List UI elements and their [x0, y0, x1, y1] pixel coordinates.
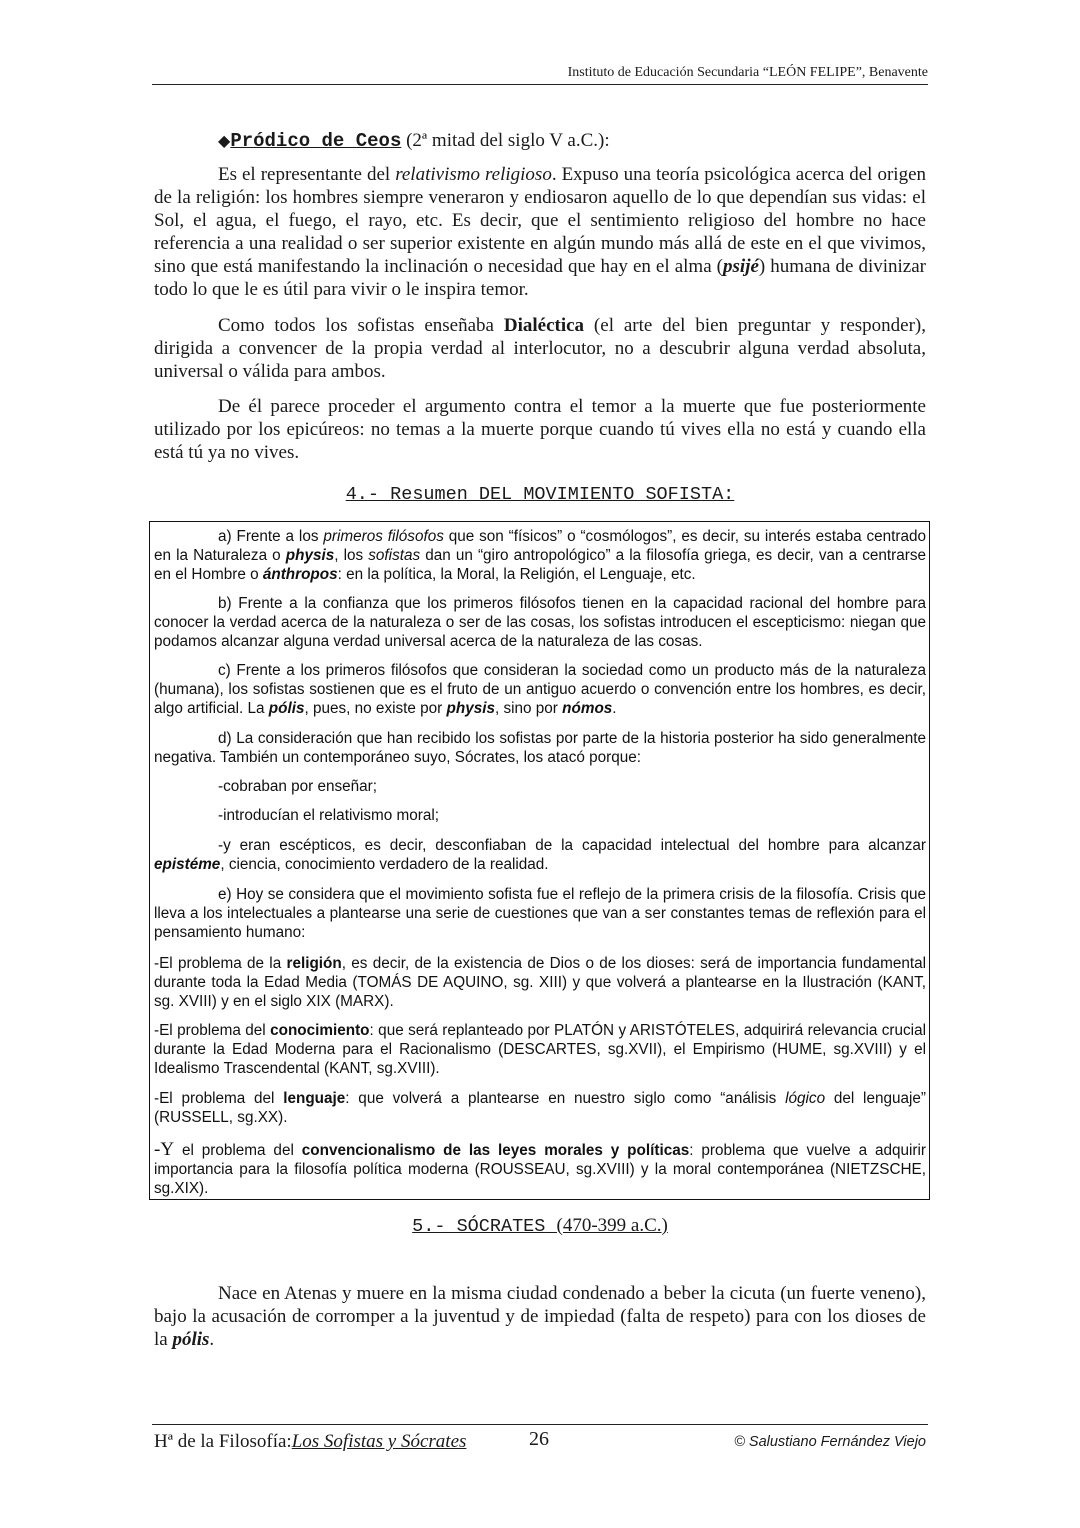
prodico-dates: (2ª mitad del siglo V a.C.): [406, 130, 610, 151]
prodico-paragraph-1: Es el representante del relativismo religioso. Expuso una teoría psicológica acerca del origen de la religión: los hombres siempre veneraron y endiosaron aquello de lo que dependían sus vidas: el Sol, el agua, el fuego, el rayo, etc. Es decir, que el sentimiento religioso del hombre no hace referencia a una realidad o ser superior existente en algún mundo más allá de este en el que vivimos, sino que está manifestando la inclinación o necesidad que hay en el alma (psijé) humana de divinizar todo lo que le es útil para vivir o le inspira temor. [154, 164, 927, 300]
footer-author: © Salustiano Fernández Viejo [734, 1434, 926, 1450]
diamond-bullet-icon: ◆ [218, 133, 231, 150]
section-4-title: 4.- Resumen DEL MOVIMIENTO SOFISTA: [345, 484, 735, 505]
prodico-heading [218, 129, 610, 154]
summary-problem-knowledge: -El problema del conocimiento: que será replanteado por PLATÓN y ARISTÓTELES, adquirirá relevancia crucial durante la Edad Moderna para el Racionalismo (DESCARTES, sg.XVII), el Empirismo (HUME, sg.XVIII) y el Idealismo Trascendental (KANT, sg.XVIII). [154, 1022, 926, 1077]
footer-subject: Los Sofistas y Sócrates [291, 1431, 467, 1452]
summary-problem-conventionalism: -Y el problema del convencionalismo de las leyes morales y políticas: problema que vuelve a adquirir importancia para la filosofía política moderna (ROUSSEAU, sg.XVIII) y la moral contemporánea (NIETZSCHE, sg.XIX). [154, 1139, 926, 1197]
prodico-paragraph-2: Como todos los sofistas enseñaba Dialéctica (el arte del bien preguntar y responder), dirigida a convencer de la propia verdad al interlocutor, no a descubrir alguna verdad absoluta, universal o válida para ambos. [154, 315, 926, 382]
summary-item-c: c) Frente a los primeros filósofos que consideran la sociedad como un producto más de la naturaleza (humana), los sofistas sostienen que es el fruto de un antiguo acuerdo o convención entre los hombres, es decir, algo artificial. La pólis, pues, no existe por physis, sino por nómos. [154, 662, 926, 717]
summary-item-d-1: -cobraban por enseñar; [218, 778, 378, 795]
summary-item-d: d) La consideración que han recibido los sofistas por parte de la historia posterior ha sido generalmente negativa. También un contemporáneo suyo, Sócrates, los atacó porque: [154, 730, 926, 766]
footer-rule [152, 1424, 928, 1425]
summary-item-b: b) Frente a la confianza que los primeros filósofos tienen en la capacidad racional del hombre para conocer la verdad acerca de la naturaleza o ser de las cosas, los sofistas introducen el escepticismo: niegan que podamos alcanzar alguna verdad universal acerca de la naturaleza de las cosas. [154, 595, 926, 650]
socrates-paragraph: Nace en Atenas y muere en la misma ciudad condenado a beber la cicuta (un fuerte veneno), bajo la acusación de corromper a la juventud y de impiedad (falta de respeto) para con los dioses de la pólis. [154, 1283, 926, 1350]
summary-item-d-3: -y eran escépticos, es decir, desconfiaban de la capacidad intelectual del hombre para alcanzar epistéme, ciencia, conocimiento verdadero de la realidad. [154, 837, 926, 873]
prodico-name: Pródico de Ceos [230, 130, 402, 152]
summary-item-d-2: -introducían el relativismo moral; [218, 807, 440, 824]
section-5-dates: (470-399 a.C.) [556, 1215, 668, 1236]
section-5-title: 5.- SÓCRATES (470-399 a.C.) [412, 1215, 668, 1237]
summary-item-e: e) Hoy se considera que el movimiento sofista fue el reflejo de la primera crisis de la filosofía. Crisis que lleva a los intelectuales a plantearse una serie de cuestiones que van a ser constantes temas de reflexión para el pensamiento humano: [154, 886, 926, 941]
page-header-institution: Instituto de Educación Secundaria “LEÓN FELIPE”, Benavente [567, 65, 928, 80]
page-number: 26 [529, 1428, 549, 1450]
header-rule [152, 84, 928, 85]
summary-problem-language: -El problema del lenguaje: que volverá a plantearse en nuestro siglo como “análisis lógico del lenguaje” (RUSSELL, sg.XX). [154, 1090, 926, 1126]
summary-item-a: a) Frente a los primeros filósofos que son “físicos” o “cosmólogos”, es decir, su interés estaba centrado en la Naturaleza o physis, los sofistas dan un “giro antropológico” a la filosofía griega, es decir, van a centrarse en el Hombre o ánthropos: en la política, la Moral, la Religión, el Lenguaje, etc. [154, 528, 927, 583]
footer-course: Hª de la Filosofía:Los Sofistas y Sócrates [154, 1431, 467, 1452]
prodico-paragraph-3: De él parece proceder el argumento contra el temor a la muerte que fue posteriormente utilizado por los epicúreos: no temas a la muerte porque cuando tú vives ella no está y cuando ella está tú ya no vives. [154, 396, 926, 463]
summary-problem-religion: -El problema de la religión, es decir, de la existencia de Dios o de los dioses: será de importancia fundamental durante toda la Edad Media (TOMÁS DE AQUINO, sg. XIII) y que volverá a plantearse en la Ilustración (KANT, sg. XVIII) y en el siglo XIX (MARX). [154, 955, 926, 1010]
